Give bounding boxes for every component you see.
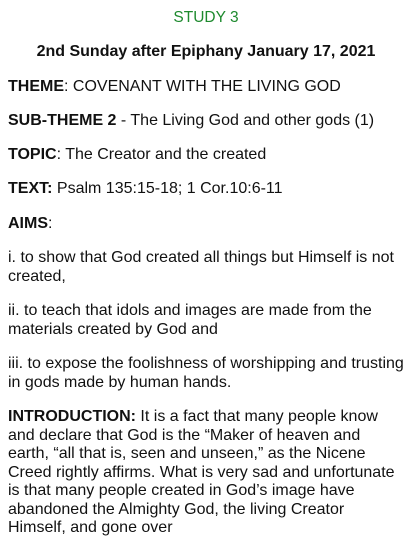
page-title: 2nd Sunday after Epiphany January 17, 2021 <box>36 43 376 60</box>
topic-value: The Creator and the created <box>65 146 267 163</box>
text-line <box>8 180 283 198</box>
text-value: Psalm 135:15-18; 1 Cor.10:6-11 <box>56 180 283 197</box>
introduction-label: INTRODUCTION: <box>8 408 136 425</box>
aims-line <box>8 215 52 233</box>
theme-value: COVENANT WITH THE LIVING GOD <box>72 78 341 95</box>
aims-separator: : <box>48 215 53 232</box>
sub-theme-separator: - <box>116 112 131 129</box>
sub-theme-line <box>8 112 374 130</box>
introduction-paragraph <box>8 408 404 538</box>
sub-theme-label: SUB-THEME 2 <box>8 112 117 129</box>
study-label: STUDY 3 <box>173 9 239 26</box>
theme-label: THEME <box>8 78 64 95</box>
aim-item-3: iii. to expose the foolishness of worshipping and trusting in gods made by human hands. <box>8 355 404 391</box>
theme-line <box>8 78 341 96</box>
topic-line <box>8 146 266 164</box>
text-label: TEXT: <box>8 180 53 197</box>
aims-label: AIMS <box>8 215 48 232</box>
theme-separator: : <box>64 78 73 95</box>
topic-label: TOPIC <box>8 146 57 163</box>
sub-theme-value: The Living God and other gods (1) <box>130 112 375 129</box>
topic-separator: : <box>56 146 66 163</box>
aim-item-1: i. to show that God created all things but Himself is not created, <box>8 249 394 285</box>
introduction-body: It is a fact that many people know and declare that God is the “Maker of heaven and earth, “all that is, seen and unseen,” as the Nicene Creed rightly affirms. What is very sad and unfortunate is that many people created in God’s image have abandoned the Almighty God, the living Creator Himself, and gone over <box>8 408 395 536</box>
aim-item-2: ii. to teach that idols and images are made from the materials created by God and <box>8 302 372 338</box>
